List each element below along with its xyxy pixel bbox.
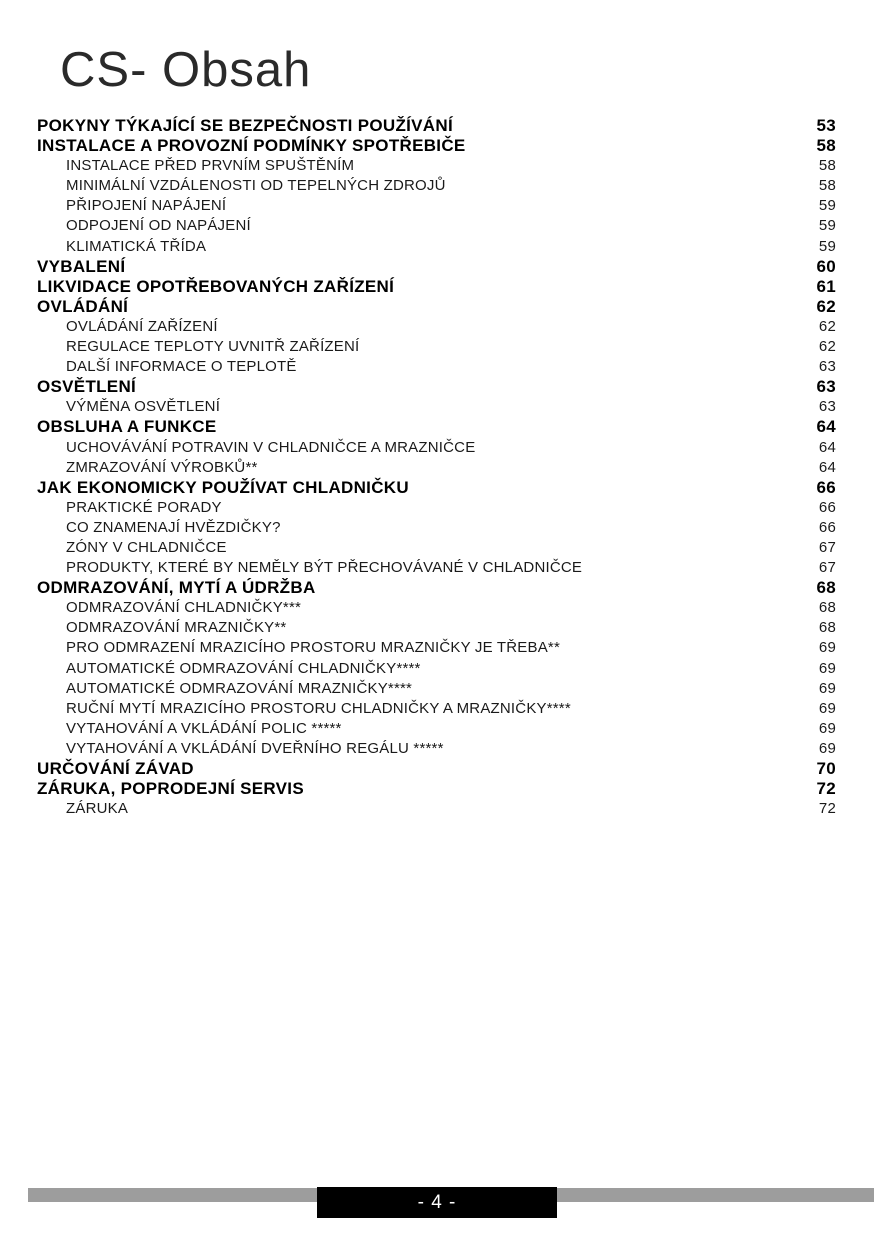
toc-entry [37,257,836,277]
toc-entry-title: LIKVIDACE OPOTŘEBOVANÝCH ZAŘÍZENÍ [37,276,395,296]
toc-entry [37,317,836,337]
toc-entry-title: JAK EKONOMICKY POUŽÍVAT CHLADNIČKU [37,477,409,497]
toc-entry-title: ODMRAZOVÁNÍ, MYTÍ A ÚDRŽBA [37,578,316,598]
toc-entry-title: MINIMÁLNÍ VZDÁLENOSTI OD TEPELNÝCH ZDROJŮ [66,177,446,195]
toc-entry [37,478,836,498]
toc-entry [37,196,836,216]
toc-entry [37,438,836,458]
toc-entry [37,699,836,719]
toc-entry-title: REGULACE TEPLOTY UVNITŘ ZAŘÍZENÍ [66,338,360,356]
toc-entry [37,458,836,478]
toc-entry-title: ODMRAZOVÁNÍ CHLADNIČKY*** [66,599,302,617]
toc-entry [37,518,836,538]
toc-entry-page: 72 [816,779,836,799]
toc-entry-title: PRAKTICKÉ PORADY [66,498,222,516]
toc-entry-page: 69 [818,719,836,737]
toc-entry-title: VÝMĚNA OSVĚTLENÍ [66,398,221,416]
toc-entry-title: ZMRAZOVÁNÍ VÝROBKŮ** [66,458,258,476]
toc-entry-title: INSTALACE PŘED PRVNÍM SPUŠTĚNÍM [66,157,355,175]
toc-entry [37,417,836,437]
toc-entry [37,799,836,819]
toc-entry-page: 66 [818,498,836,516]
toc-entry-page: 66 [818,518,836,536]
toc-entry-title: PRO ODMRAZENÍ MRAZICÍHO PROSTORU MRAZNIČKY JE TŘEBA** [66,639,560,657]
toc-entry-page: 62 [818,317,836,335]
page-number-box [317,1187,557,1218]
toc-entry-page: 53 [816,116,836,135]
toc-entry-page: 64 [816,417,836,437]
toc-entry [37,558,836,578]
toc-entry-page: 68 [818,619,836,637]
toc-entry-title: OVLÁDÁNÍ [37,296,129,316]
toc-entry [37,598,836,618]
toc-entry [37,337,836,357]
toc-entry-page: 69 [818,699,836,717]
toc-entry [37,719,836,739]
toc-entry-page: 68 [818,599,836,617]
toc-entry-page: 61 [816,276,836,296]
toc-entry-page: 63 [818,358,836,376]
toc-entry-title: RUČNÍ MYTÍ MRAZICÍHO PROSTORU CHLADNIČKY A MRAZNIČKY**** [66,699,571,717]
toc-entry-title: OSVĚTLENÍ [37,377,137,397]
toc-entry-page: 63 [816,377,836,397]
toc-entry-title: POKYNY TÝKAJÍCÍ SE BEZPEČNOSTI POUŽÍVÁNÍ [37,116,453,135]
toc-entry [37,357,836,377]
toc-entry-page: 69 [818,639,836,657]
page-number: - 4 - [417,1191,457,1213]
toc-entry-page: 62 [818,338,836,356]
toc-entry [37,136,836,156]
toc-entry [37,237,836,257]
toc-entry-title: UCHOVÁVÁNÍ POTRAVIN V CHLADNIČCE A MRAZNIČCE [66,438,476,456]
toc-entry [37,156,836,176]
toc-entry [37,116,836,136]
toc-entry [37,297,836,317]
toc-entry-page: 72 [818,800,836,818]
toc-entry-page: 62 [816,296,836,316]
page-title: CS- Obsah [60,43,312,97]
toc-entry-title: OBSLUHA A FUNKCE [37,417,217,437]
toc-entry-title: ZÁRUKA [66,800,129,818]
toc-entry-title: ZÁRUKA, POPRODEJNÍ SERVIS [37,779,304,799]
toc-entry-page: 63 [818,398,836,416]
toc-list [37,116,836,819]
toc-entry-title: ZÓNY V CHLADNIČCE [66,538,227,556]
toc-entry-page: 59 [818,237,836,255]
toc-entry-page: 67 [818,559,836,577]
toc-entry [37,538,836,558]
toc-entry-page: 70 [816,759,836,778]
toc-entry [37,578,836,598]
toc-entry-title: PRODUKTY, KTERÉ BY NEMĚLY BÝT PŘECHOVÁVANÉ V CHLADNIČCE [66,559,583,577]
toc-entry-page: 60 [816,256,836,276]
toc-entry [37,779,836,799]
toc-entry [37,759,836,779]
toc-entry-title: KLIMATICKÁ TŘÍDA [66,237,207,255]
toc-entry-page: 69 [818,739,836,757]
toc-entry [37,739,836,759]
toc-entry [37,277,836,297]
toc-entry-title: AUTOMATICKÉ ODMRAZOVÁNÍ CHLADNIČKY**** [66,659,421,677]
toc-entry-title: CO ZNAMENAJÍ HVĚZDIČKY? [66,518,281,536]
toc-entry-page: 59 [818,217,836,235]
toc-entry-page: 64 [818,438,836,456]
toc-entry [37,176,836,196]
toc-entry-title: VYBALENÍ [37,256,126,276]
toc-entry-title: AUTOMATICKÉ ODMRAZOVÁNÍ MRAZNIČKY**** [66,679,413,697]
toc-entry [37,638,836,658]
toc-entry-page: 64 [818,458,836,476]
toc-entry-page: 58 [818,177,836,195]
toc-entry-title: INSTALACE A PROVOZNÍ PODMÍNKY SPOTŘEBIČE [37,136,466,156]
toc-entry-title: OVLÁDÁNÍ ZAŘÍZENÍ [66,317,218,335]
toc-entry-page: 69 [818,659,836,677]
toc-entry-title: DALŠÍ INFORMACE O TEPLOTĚ [66,358,297,376]
toc-entry-page: 67 [818,538,836,556]
toc-entry-title: URČOVÁNÍ ZÁVAD [37,759,194,778]
toc-entry-title: ODPOJENÍ OD NAPÁJENÍ [66,217,251,235]
toc-entry [37,498,836,518]
toc-entry-page: 58 [818,157,836,175]
toc-entry [37,216,836,236]
toc-entry [37,377,836,397]
toc-entry [37,679,836,699]
toc-entry-title: VYTAHOVÁNÍ A VKLÁDÁNÍ DVEŘNÍHO REGÁLU ***** [66,739,444,757]
toc-entry-page: 68 [816,578,836,598]
toc-entry-title: PŘIPOJENÍ NAPÁJENÍ [66,197,227,215]
toc-entry-page: 69 [818,679,836,697]
toc-entry [37,659,836,679]
toc-entry-page: 59 [818,197,836,215]
toc-entry-page: 66 [816,477,836,497]
toc-entry-title: ODMRAZOVÁNÍ MRAZNIČKY** [66,619,287,637]
toc-entry [37,397,836,417]
toc-entry-title: VYTAHOVÁNÍ A VKLÁDÁNÍ POLIC ***** [66,719,342,737]
toc-entry [37,618,836,638]
toc-entry-page: 58 [816,136,836,156]
